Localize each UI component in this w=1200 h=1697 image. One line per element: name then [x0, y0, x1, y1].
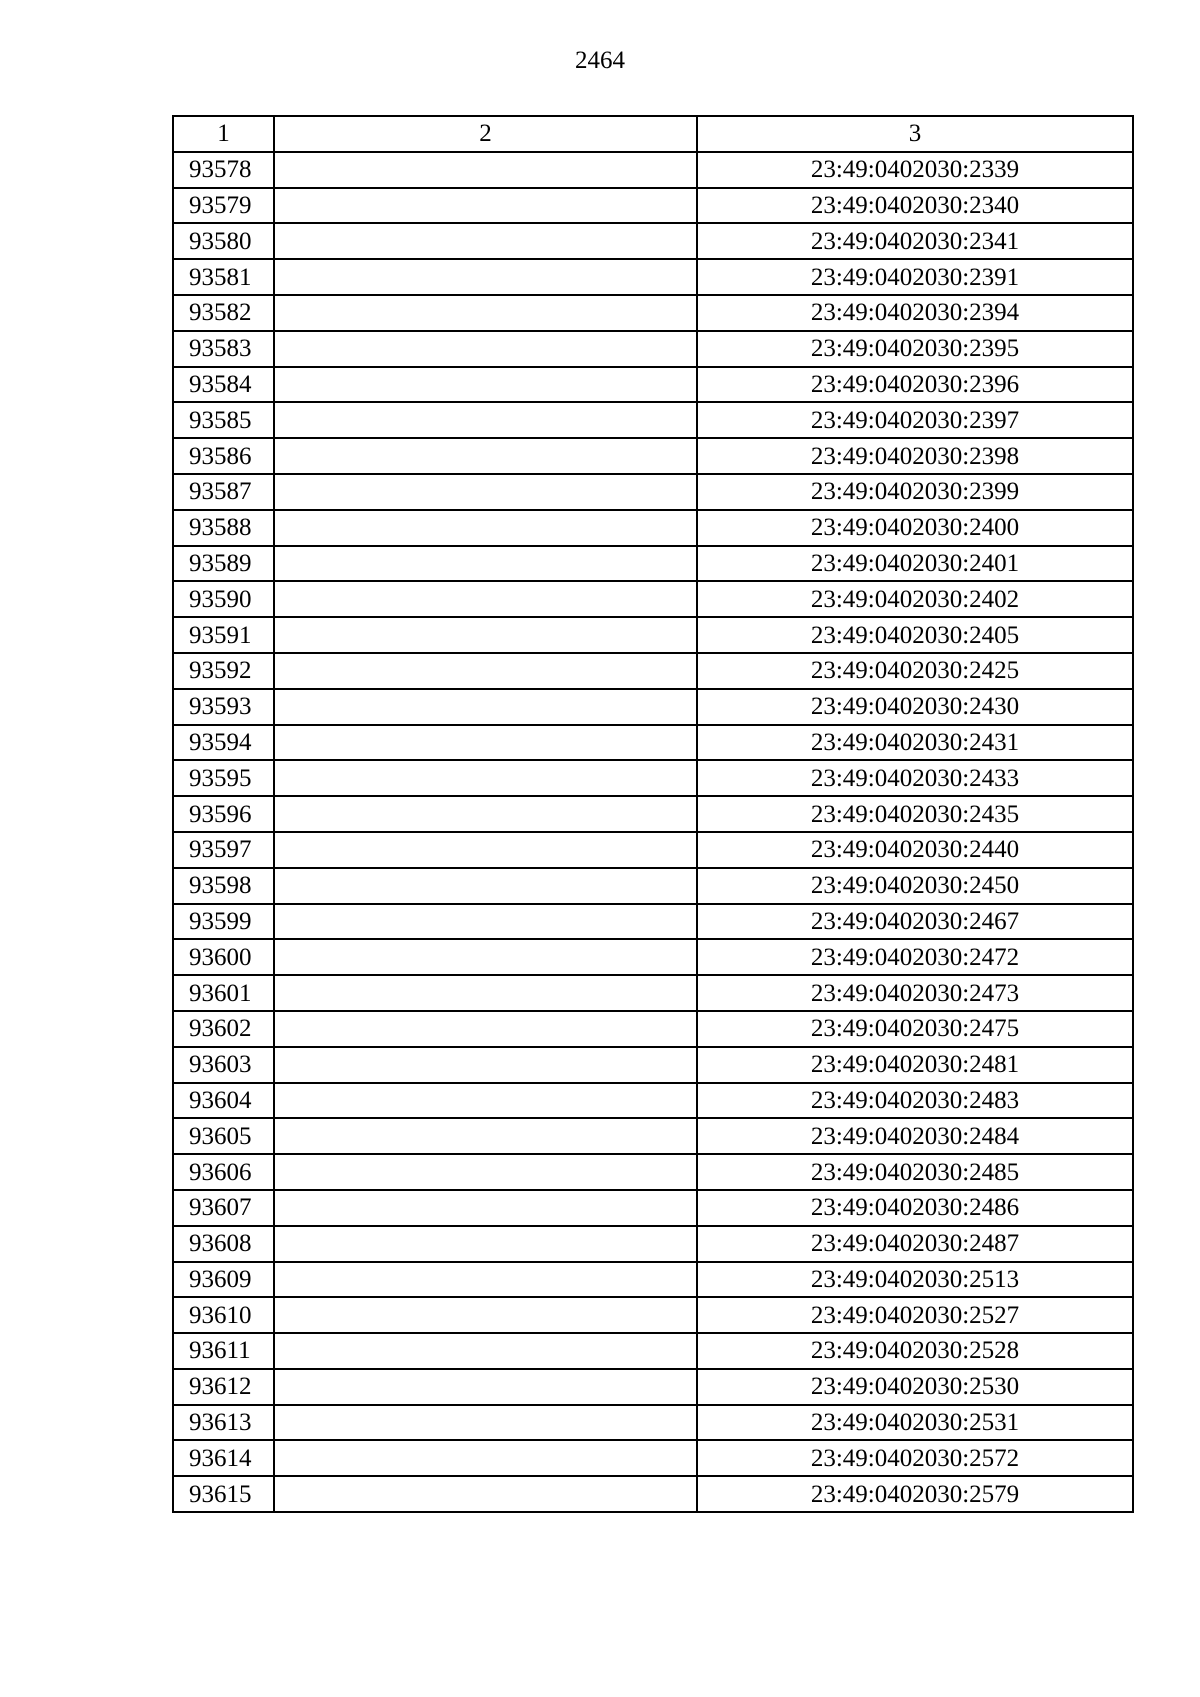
table-row	[173, 1333, 1133, 1369]
cadastral-number-cell: 23:49:0402030:2431	[697, 725, 1133, 761]
empty-cell	[274, 796, 697, 832]
row-number-cell: 93594	[173, 725, 274, 761]
table-row	[173, 188, 1133, 224]
table-row	[173, 832, 1133, 868]
row-number-cell: 93580	[173, 223, 274, 259]
table-row	[173, 402, 1133, 438]
cadastral-number-cell: 23:49:0402030:2475	[697, 1011, 1133, 1047]
table-row	[173, 510, 1133, 546]
table-row	[173, 581, 1133, 617]
row-number-cell: 93584	[173, 367, 274, 403]
cadastral-number-cell: 23:49:0402030:2401	[697, 546, 1133, 582]
cadastral-number-cell: 23:49:0402030:2402	[697, 581, 1133, 617]
row-number-cell: 93601	[173, 975, 274, 1011]
empty-cell	[274, 725, 697, 761]
table-row	[173, 653, 1133, 689]
cadastral-number-cell: 23:49:0402030:2341	[697, 223, 1133, 259]
cadastral-number-cell: 23:49:0402030:2531	[697, 1405, 1133, 1441]
row-number-cell: 93593	[173, 689, 274, 725]
empty-cell	[274, 1190, 697, 1226]
empty-cell	[274, 868, 697, 904]
table-row	[173, 152, 1133, 188]
header-cell-1: 1	[173, 116, 274, 152]
cadastral-number-cell: 23:49:0402030:2405	[697, 617, 1133, 653]
empty-cell	[274, 402, 697, 438]
empty-cell	[274, 1405, 697, 1441]
cadastral-number-cell: 23:49:0402030:2513	[697, 1262, 1133, 1298]
table-row	[173, 1405, 1133, 1441]
table-row	[173, 259, 1133, 295]
empty-cell	[274, 975, 697, 1011]
cadastral-number-cell: 23:49:0402030:2440	[697, 832, 1133, 868]
empty-cell	[274, 259, 697, 295]
empty-cell	[274, 1226, 697, 1262]
empty-cell	[274, 510, 697, 546]
cadastral-number-cell: 23:49:0402030:2527	[697, 1297, 1133, 1333]
table-row	[173, 331, 1133, 367]
cadastral-number-cell: 23:49:0402030:2400	[697, 510, 1133, 546]
table-row	[173, 939, 1133, 975]
table-row	[173, 546, 1133, 582]
cadastral-number-cell: 23:49:0402030:2435	[697, 796, 1133, 832]
cadastral-number-cell: 23:49:0402030:2340	[697, 188, 1133, 224]
table-row	[173, 1083, 1133, 1119]
empty-cell	[274, 760, 697, 796]
empty-cell	[274, 1047, 697, 1083]
empty-cell	[274, 188, 697, 224]
empty-cell	[274, 617, 697, 653]
row-number-cell: 93595	[173, 760, 274, 796]
empty-cell	[274, 474, 697, 510]
cadastral-number-cell: 23:49:0402030:2473	[697, 975, 1133, 1011]
empty-cell	[274, 1333, 697, 1369]
cadastral-number-cell: 23:49:0402030:2339	[697, 152, 1133, 188]
table-header	[173, 116, 1133, 152]
table-row	[173, 295, 1133, 331]
empty-cell	[274, 331, 697, 367]
table-row	[173, 760, 1133, 796]
cadastral-number-cell: 23:49:0402030:2394	[697, 295, 1133, 331]
empty-cell	[274, 1476, 697, 1512]
table-row	[173, 975, 1133, 1011]
table-body	[173, 152, 1133, 1512]
row-number-cell: 93608	[173, 1226, 274, 1262]
cadastral-number-cell: 23:49:0402030:2485	[697, 1154, 1133, 1190]
row-number-cell: 93615	[173, 1476, 274, 1512]
table-row	[173, 1262, 1133, 1298]
cadastral-number-cell: 23:49:0402030:2398	[697, 438, 1133, 474]
header-row	[173, 116, 1133, 152]
table-row	[173, 367, 1133, 403]
empty-cell	[274, 546, 697, 582]
cadastral-number-cell: 23:49:0402030:2484	[697, 1118, 1133, 1154]
row-number-cell: 93591	[173, 617, 274, 653]
row-number-cell: 93579	[173, 188, 274, 224]
empty-cell	[274, 1440, 697, 1476]
row-number-cell: 93598	[173, 868, 274, 904]
cadastral-number-cell: 23:49:0402030:2399	[697, 474, 1133, 510]
cadastral-number-cell: 23:49:0402030:2396	[697, 367, 1133, 403]
row-number-cell: 93610	[173, 1297, 274, 1333]
empty-cell	[274, 653, 697, 689]
empty-cell	[274, 1369, 697, 1405]
empty-cell	[274, 1118, 697, 1154]
row-number-cell: 93609	[173, 1262, 274, 1298]
cadastral-number-cell: 23:49:0402030:2486	[697, 1190, 1133, 1226]
table-row	[173, 1154, 1133, 1190]
header-cell-2: 2	[274, 116, 697, 152]
table-row	[173, 438, 1133, 474]
row-number-cell: 93611	[173, 1333, 274, 1369]
empty-cell	[274, 1154, 697, 1190]
empty-cell	[274, 581, 697, 617]
cadastral-number-cell: 23:49:0402030:2467	[697, 904, 1133, 940]
table-row	[173, 1440, 1133, 1476]
row-number-cell: 93602	[173, 1011, 274, 1047]
row-number-cell: 93603	[173, 1047, 274, 1083]
row-number-cell: 93597	[173, 832, 274, 868]
table-row	[173, 1369, 1133, 1405]
table-row	[173, 474, 1133, 510]
empty-cell	[274, 1083, 697, 1119]
empty-cell	[274, 904, 697, 940]
cadastral-number-cell: 23:49:0402030:2579	[697, 1476, 1133, 1512]
empty-cell	[274, 1011, 697, 1047]
empty-cell	[274, 689, 697, 725]
table-row	[173, 617, 1133, 653]
row-number-cell: 93592	[173, 653, 274, 689]
row-number-cell: 93606	[173, 1154, 274, 1190]
table-row	[173, 725, 1133, 761]
cadastral-number-cell: 23:49:0402030:2481	[697, 1047, 1133, 1083]
table-row	[173, 796, 1133, 832]
table-row	[173, 1118, 1133, 1154]
row-number-cell: 93589	[173, 546, 274, 582]
row-number-cell: 93605	[173, 1118, 274, 1154]
data-table	[172, 115, 1134, 1513]
empty-cell	[274, 152, 697, 188]
cadastral-number-cell: 23:49:0402030:2487	[697, 1226, 1133, 1262]
row-number-cell: 93588	[173, 510, 274, 546]
empty-cell	[274, 939, 697, 975]
table-row	[173, 1476, 1133, 1512]
empty-cell	[274, 223, 697, 259]
cadastral-number-cell: 23:49:0402030:2397	[697, 402, 1133, 438]
row-number-cell: 93581	[173, 259, 274, 295]
row-number-cell: 93614	[173, 1440, 274, 1476]
row-number-cell: 93600	[173, 939, 274, 975]
cadastral-number-cell: 23:49:0402030:2391	[697, 259, 1133, 295]
cadastral-number-cell: 23:49:0402030:2530	[697, 1369, 1133, 1405]
cadastral-number-cell: 23:49:0402030:2483	[697, 1083, 1133, 1119]
row-number-cell: 93578	[173, 152, 274, 188]
row-number-cell: 93585	[173, 402, 274, 438]
row-number-cell: 93590	[173, 581, 274, 617]
cadastral-number-cell: 23:49:0402030:2528	[697, 1333, 1133, 1369]
row-number-cell: 93604	[173, 1083, 274, 1119]
table-row	[173, 1011, 1133, 1047]
empty-cell	[274, 1297, 697, 1333]
row-number-cell: 93596	[173, 796, 274, 832]
row-number-cell: 93586	[173, 438, 274, 474]
table-row	[173, 1190, 1133, 1226]
row-number-cell: 93613	[173, 1405, 274, 1441]
cadastral-number-cell: 23:49:0402030:2472	[697, 939, 1133, 975]
cadastral-number-cell: 23:49:0402030:2572	[697, 1440, 1133, 1476]
cadastral-number-cell: 23:49:0402030:2450	[697, 868, 1133, 904]
cadastral-number-cell: 23:49:0402030:2395	[697, 331, 1133, 367]
row-number-cell: 93599	[173, 904, 274, 940]
cadastral-number-cell: 23:49:0402030:2433	[697, 760, 1133, 796]
header-cell-3: 3	[697, 116, 1133, 152]
table-row	[173, 1297, 1133, 1333]
table-row	[173, 1226, 1133, 1262]
cadastral-number-cell: 23:49:0402030:2425	[697, 653, 1133, 689]
empty-cell	[274, 367, 697, 403]
page-number: 2464	[575, 47, 625, 74]
table-row	[173, 1047, 1133, 1083]
table-row	[173, 904, 1133, 940]
row-number-cell: 93612	[173, 1369, 274, 1405]
empty-cell	[274, 438, 697, 474]
table-row	[173, 689, 1133, 725]
row-number-cell: 93587	[173, 474, 274, 510]
row-number-cell: 93583	[173, 331, 274, 367]
row-number-cell: 93607	[173, 1190, 274, 1226]
table-row	[173, 223, 1133, 259]
empty-cell	[274, 1262, 697, 1298]
table-row	[173, 868, 1133, 904]
row-number-cell: 93582	[173, 295, 274, 331]
empty-cell	[274, 832, 697, 868]
cadastral-number-cell: 23:49:0402030:2430	[697, 689, 1133, 725]
empty-cell	[274, 295, 697, 331]
